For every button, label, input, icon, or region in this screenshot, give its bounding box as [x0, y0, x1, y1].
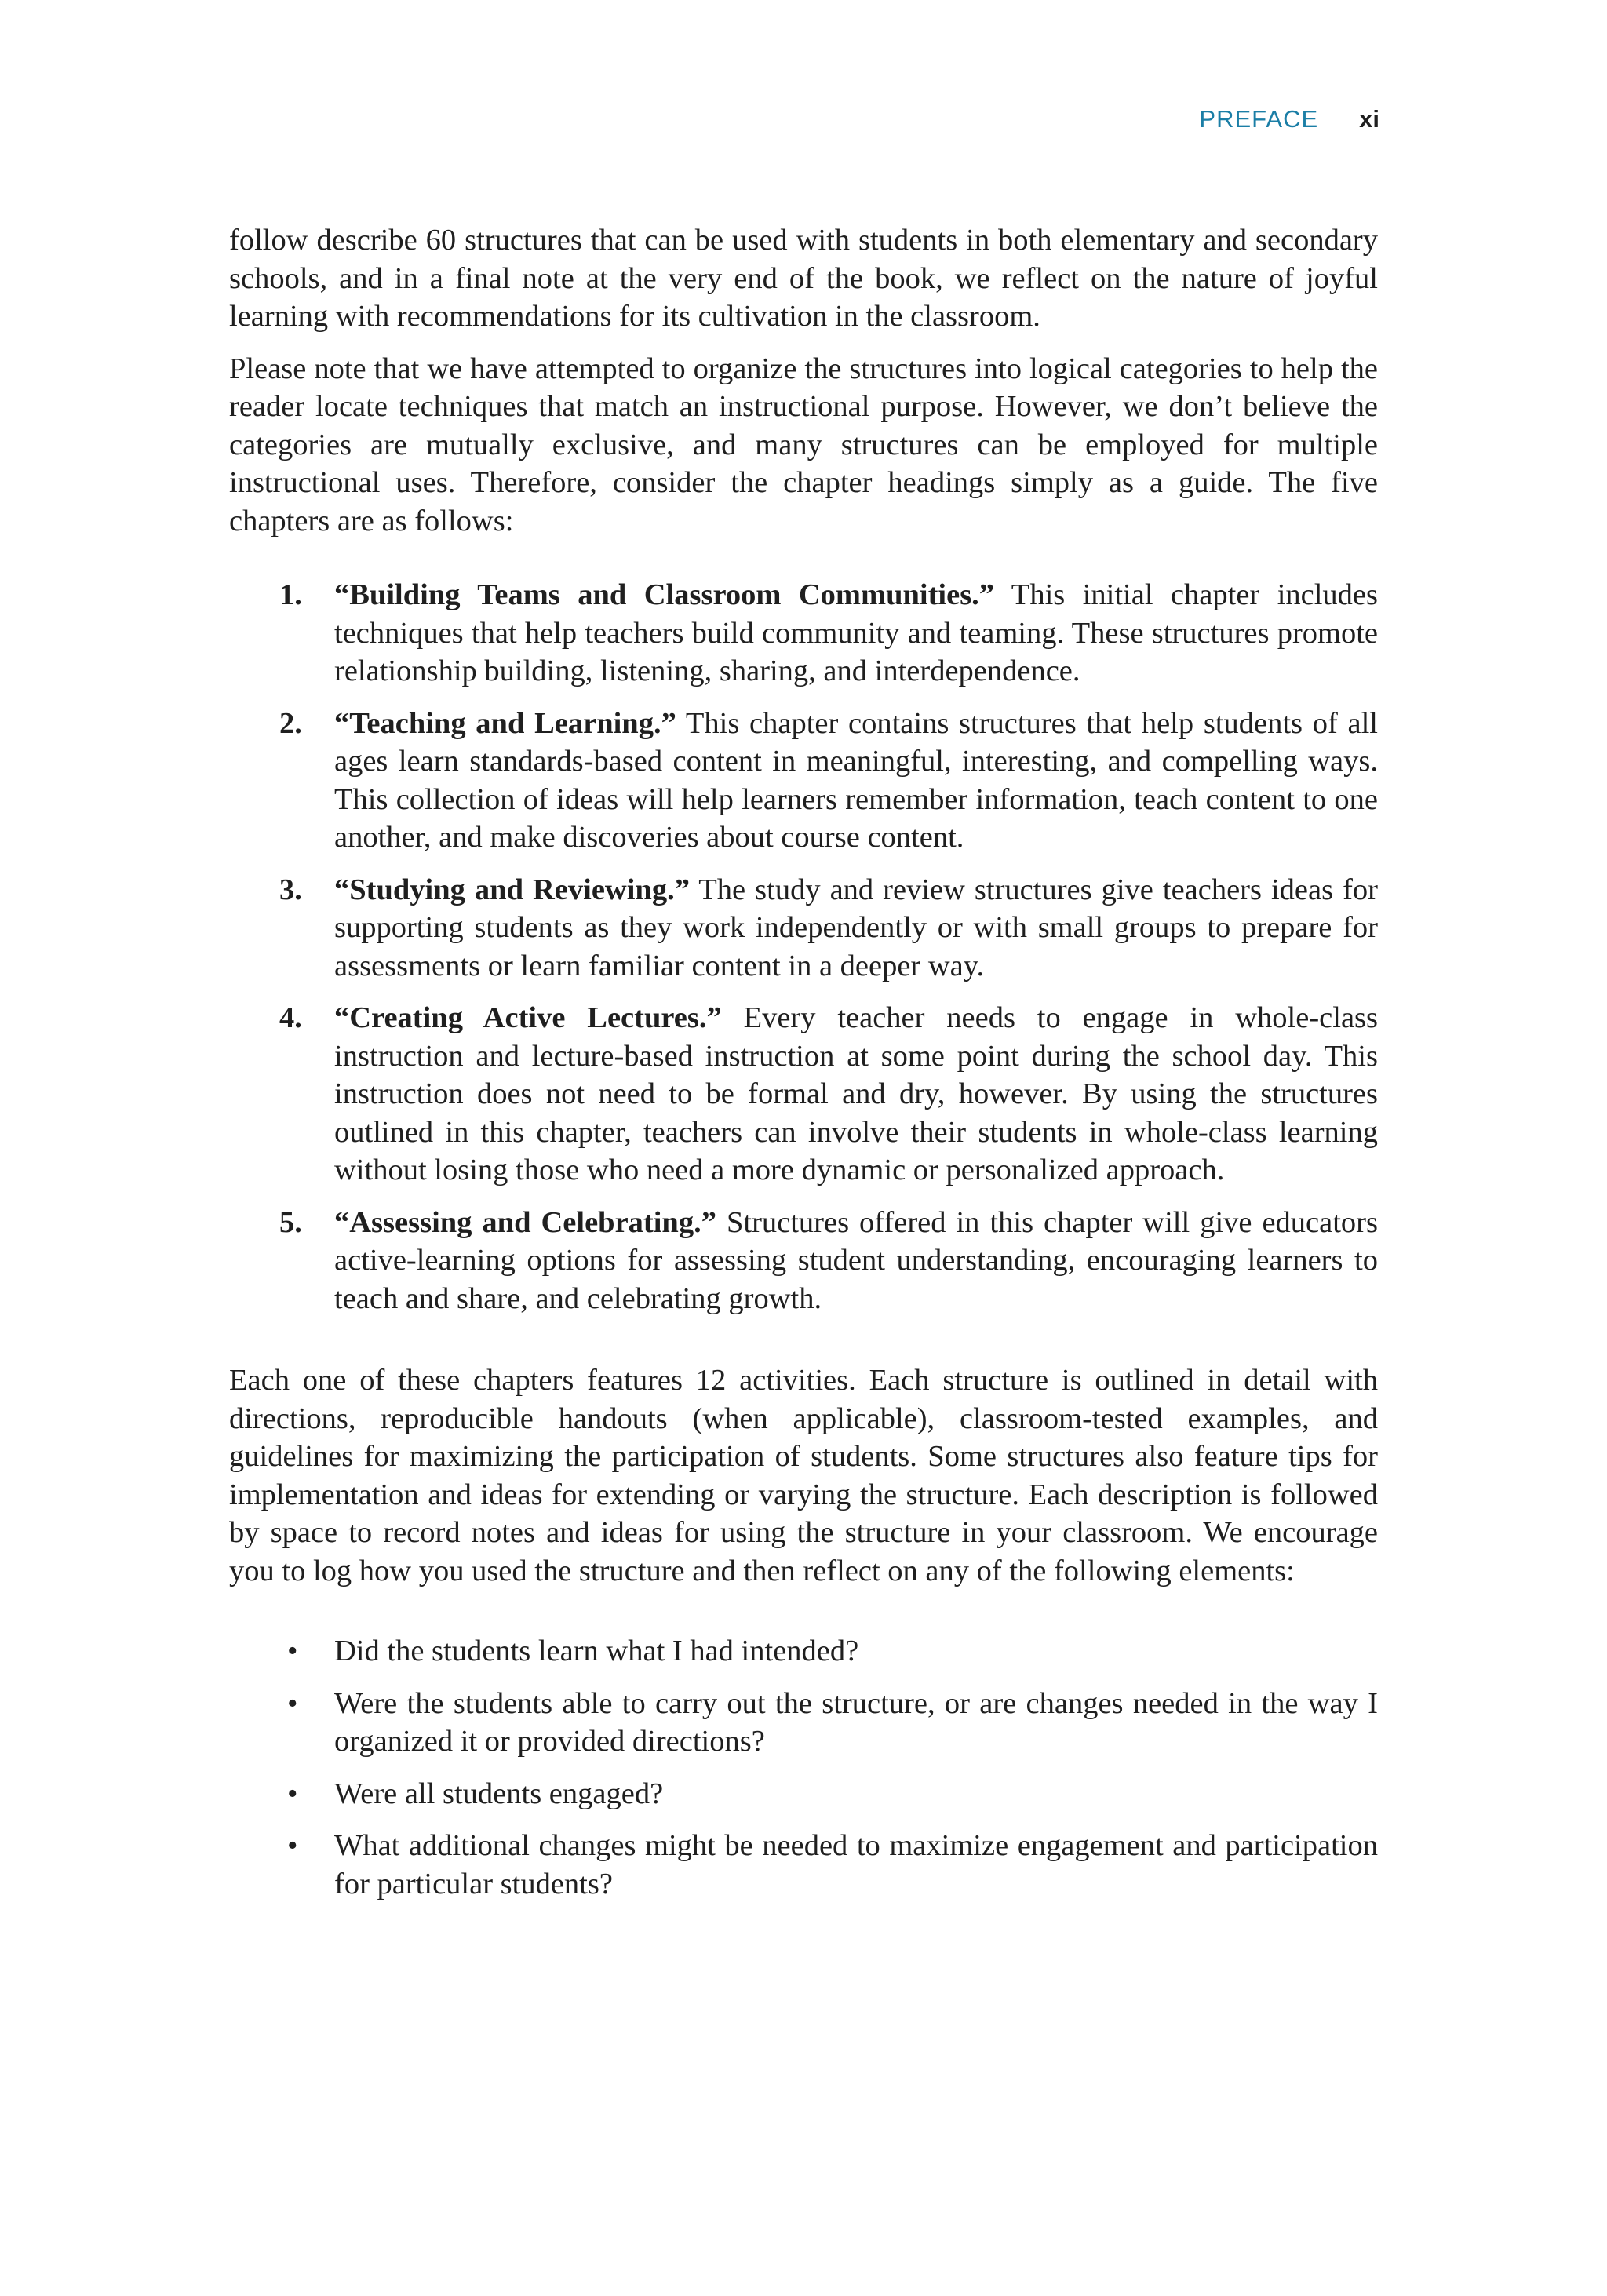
running-head-section: PREFACE — [1199, 105, 1319, 133]
list-item-text: Every teacher needs to engage in whole-class instruction and lecture-based instruction at some point during the school day. This instruction does not need to be formal and dry, however. By using the structures outlined in this chapter, teachers can involve their students in whole-class learning without losing those who need a more dynamic or personalized approach. — [334, 1001, 1378, 1186]
paragraph-activities: Each one of these chapters features 12 activities. Each structure is outlined in detail with directions, reproducible handouts (when applicable), classroom-tested examples, and guidelines for maximizing the participation of students. Some structures also feature tips for implementation and ideas for extending or varying the structure. Each description is followed by space to record notes and ideas for using the structure in your classroom. We encourage you to log how you used the structure and then reflect on any of the following elements: — [229, 1364, 1378, 1587]
list-item-number: 5. — [279, 1205, 302, 1239]
paragraph-categories-note: Please note that we have attempted to organize the structures into logical categories to help the reader locate techniques that match an instructional purpose. However, we don’t believe the categories are mutually exclusive, and many structures can be employed for multiple instructional uses. Therefore, consider the chapter headings simply as a guide. The five chapters are as follows: — [229, 352, 1378, 538]
list-item-text: This initial chapter includes techniques that help teachers build community and teaming. These structures promote relationship building, listening, sharing, and interdependence. — [334, 578, 1378, 687]
bullet-icon: • — [287, 1686, 298, 1720]
list-item-number: 1. — [279, 578, 302, 611]
list-item-number: 4. — [279, 1001, 302, 1034]
list-item-title: “Building Teams and Classroom Communities.” — [334, 578, 995, 611]
chapter-list — [229, 576, 1378, 1317]
list-item — [279, 1204, 1378, 1318]
list-item — [287, 1632, 1378, 1671]
list-item-text: Did the students learn what I had intended? — [334, 1635, 859, 1667]
page-number: xi — [1359, 105, 1379, 133]
page-body — [229, 221, 1378, 1917]
list-item-title: “Teaching and Learning.” — [334, 706, 676, 740]
list-item-text: Were all students engaged? — [334, 1777, 664, 1810]
running-head — [1199, 105, 1379, 133]
list-item — [279, 871, 1378, 986]
list-item-text: What additional changes might be needed to maximize engagement and participation for particular students? — [334, 1829, 1378, 1901]
list-item-text: Structures offered in this chapter will give educators active-learning options for assessing student understanding, encouraging learners to teach and share, and celebrating growth. — [334, 1205, 1378, 1315]
paragraph-intro: follow describe 60 structures that can be used with students in both elementary and secondary schools, and in a final note at the very end of the book, we reflect on the nature of joyful learning with recommendations for its cultivation in the classroom. — [229, 224, 1378, 333]
list-item — [279, 705, 1378, 857]
list-item-number: 3. — [279, 873, 302, 906]
list-item-title: “Creating Active Lectures.” — [334, 1001, 722, 1034]
list-item-title: “Studying and Reviewing.” — [334, 873, 690, 906]
list-item-title: “Assessing and Celebrating.” — [334, 1205, 716, 1239]
list-item-text: This chapter contains structures that help students of all ages learn standards-based content in meaningful, interesting, and compelling ways. This collection of ideas will help learners remember information, teach content to one another, and make discoveries about course content. — [334, 706, 1378, 854]
list-item — [287, 1827, 1378, 1903]
list-item-number: 2. — [279, 706, 302, 740]
list-item — [287, 1685, 1378, 1761]
list-item — [279, 999, 1378, 1190]
reflection-list — [229, 1632, 1378, 1903]
list-item — [287, 1775, 1378, 1813]
bullet-icon: • — [287, 1829, 298, 1862]
bullet-icon: • — [287, 1635, 298, 1667]
list-item-text: Were the students able to carry out the structure, or are changes needed in the way I organized it or provided directions? — [334, 1686, 1378, 1758]
bullet-icon: • — [287, 1777, 298, 1810]
list-item — [279, 576, 1378, 691]
list-item-text: The study and review structures give teachers ideas for supporting students as they work independently or with small groups to prepare for assessments or learn familiar content in a deeper way. — [334, 873, 1378, 982]
